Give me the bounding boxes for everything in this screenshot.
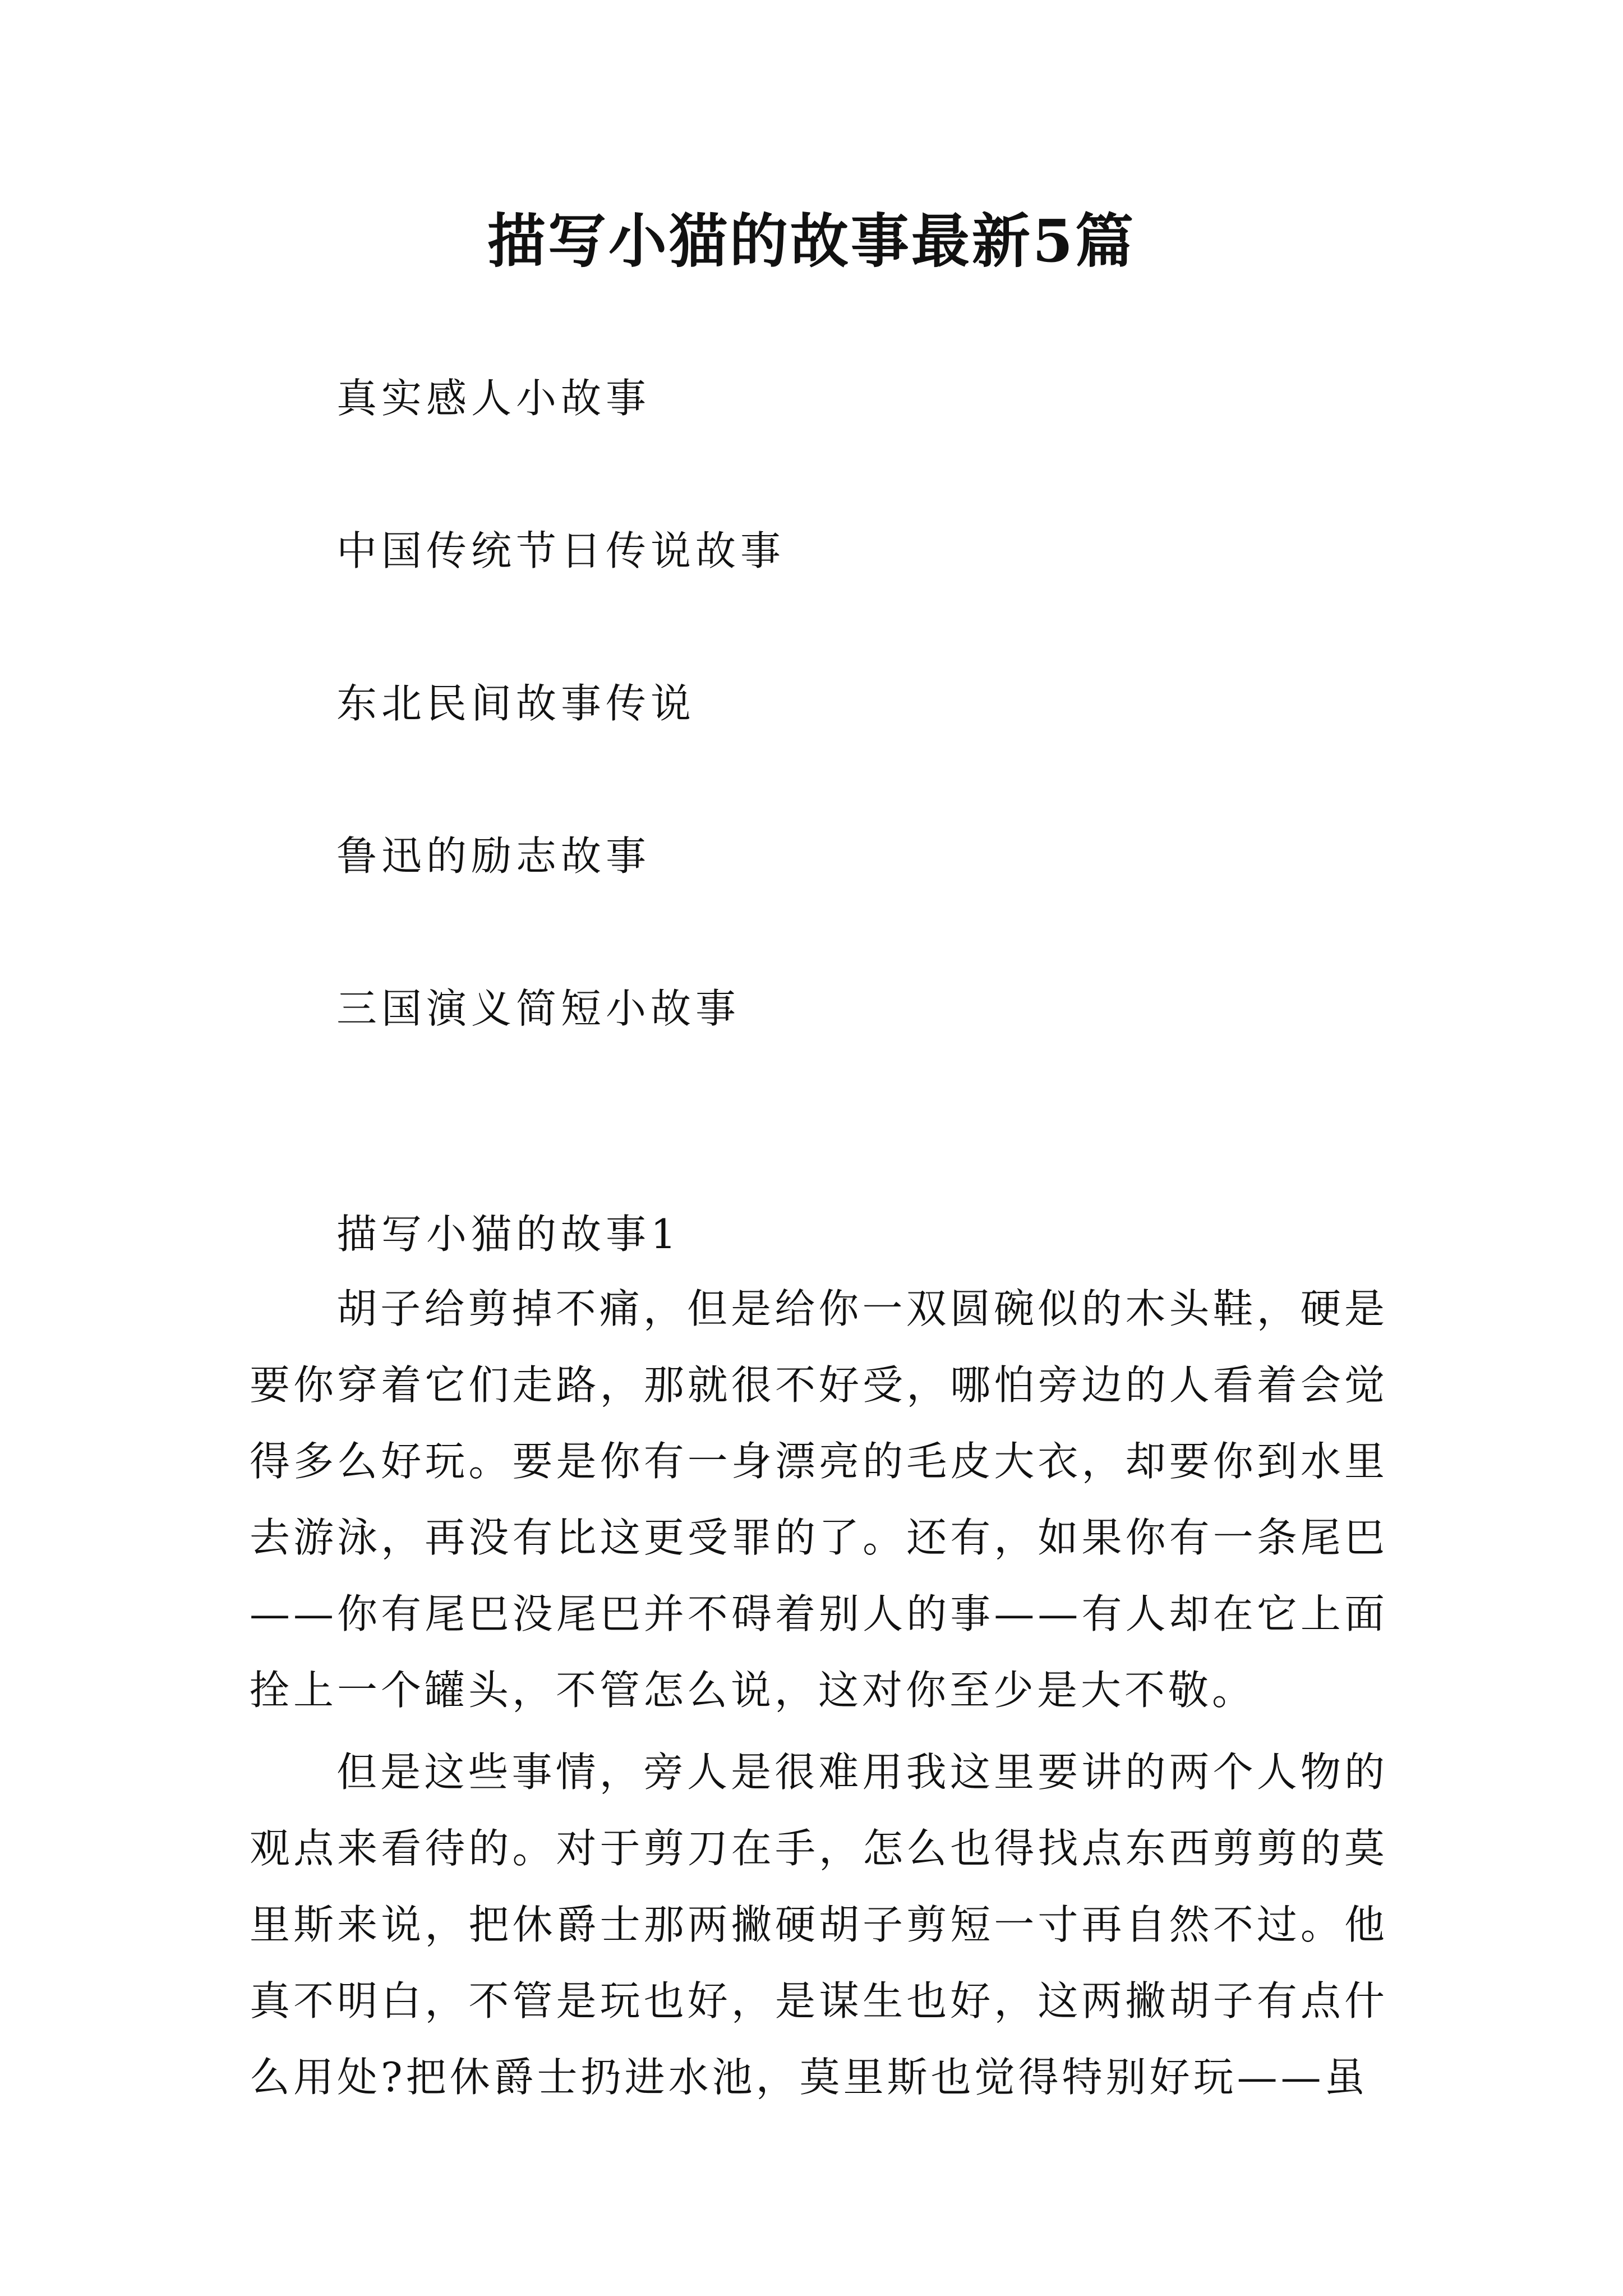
story-list-item: 三国演义简短小故事: [336, 985, 741, 1032]
story-list-item: 鲁迅的励志故事: [336, 832, 651, 880]
story-list-item: 东北民间故事传说: [336, 680, 696, 727]
story-body: [250, 1271, 1388, 2121]
body-paragraph: 但是这些事情，旁人是很难用我这里要讲的两个人物的观点来看待的。对于剪刀在手，怎么也得找点东西剪剪的莫里斯来说，把休爵士那两撇硬胡子剪短一寸再自然不过。他真不明白，不管是玩也好，是谋生也好，这两撇胡子有点什么用处?把休爵士扔进水池，莫里斯也觉得特别好玩——虽: [250, 1749, 1388, 2101]
document-title: 描写小猫的故事最新5篇: [487, 206, 1136, 275]
story-list-item: 真实感人小故事: [336, 375, 651, 422]
body-paragraph: 胡子给剪掉不痛，但是给你一双圆碗似的木头鞋，硬是要你穿着它们走路，那就很不好受，哪怕旁边的人看着会觉得多么好玩。要是你有一身漂亮的毛皮大衣，却要你到水里去游泳，再没有比这更受罪的了。还有，如果你有一条尾巴——你有尾巴没尾巴并不碍着别人的事——有人却在它上面拴上一个罐头，不管怎么说，这对你至少是大不敬。: [250, 1285, 1388, 1714]
section-heading: 描写小猫的故事1: [336, 1211, 681, 1258]
story-list-item: 中国传统节日传说故事: [336, 527, 786, 574]
story-list: [336, 370, 785, 1133]
